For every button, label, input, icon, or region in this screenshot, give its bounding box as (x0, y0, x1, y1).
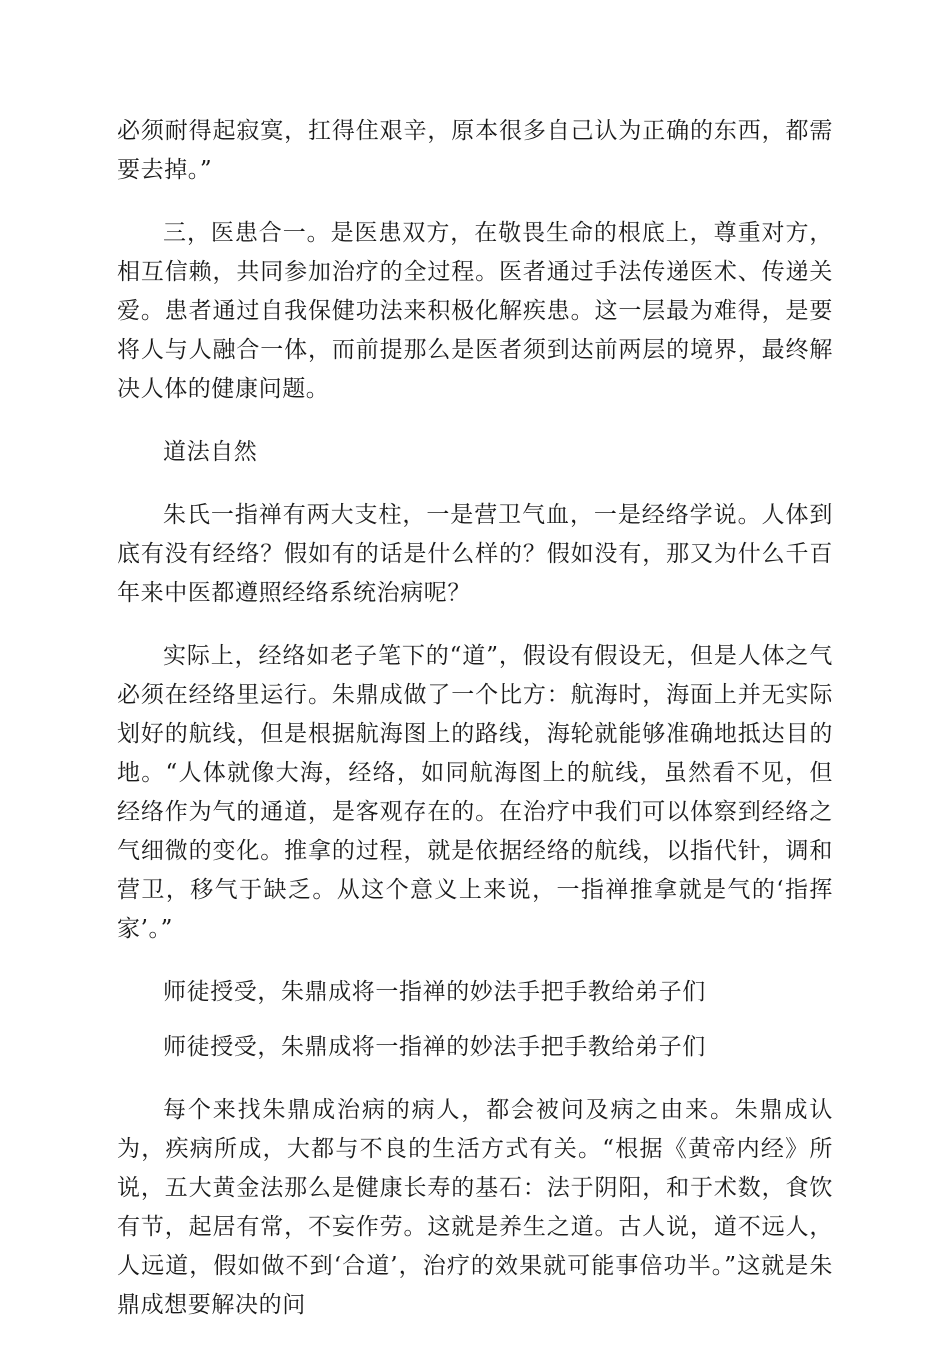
section-heading-dao-fa-zi-ran: 道法自然 (163, 439, 258, 465)
document-body (117, 112, 833, 1349)
paragraph-continuation: 必须耐得起寂寞，扛得住艰辛，原本很多自己认为正确的东西，都需要去掉。” (117, 118, 833, 183)
paragraph-meridian-question: 朱氏一指禅有两大支柱，一是营卫气血，一是经络学说。人体到底有没有经络？假如有的话是什么样的？假如没有，那又为什么千百年来中医都遵照经络系统治病呢？ (117, 502, 833, 606)
paragraph-health-principles: 每个来找朱鼎成治病的病人，都会被问及病之由来。朱鼎成认为，疾病所成，大都与不良的生活方式有关。“根据《黄帝内经》所说，五大黄金法那么是健康长寿的基石：法于阴阳，和于术数，食饮有节，起居有常，不妄作劳。这就是养生之道。古人说，道不远人，人远道，假如做不到‘合道’，治疗的效果就可能事倍功半。”这就是朱鼎成想要解决的问 (117, 1097, 833, 1318)
photo-caption-repeat: 师徒授受，朱鼎成将一指禅的妙法手把手教给弟子们 (163, 1034, 706, 1060)
paragraph-doctor-patient-unity: 三，医患合一。是医患双方，在敬畏生命的根底上，尊重对方，相互信赖，共同参加治疗的全过程。医者通过手法传递医术、传递关爱。患者通过自我保健功法来积极化解疾患。这一层最为难得，是要将人与人融合一体，而前提那么是医者须到达前两层的境界，最终解决人体的健康问题。 (117, 220, 833, 402)
paragraph-meridian-analogy: 实际上，经络如老子笔下的“道”，假设有假设无，但是人体之气必须在经络里运行。朱鼎成做了一个比方：航海时，海面上并无实际划好的航线，但是根据航海图上的路线，海轮就能够准确地抵达目的地。“人体就像大海，经络，如同航海图上的航线，虽然看不见，但经络作为气的通道，是客观存在的。在治疗中我们可以体察到经络之气细微的变化。推拿的过程，就是依据经络的航线，以指代针，调和营卫，移气于缺乏。从这个意义上来说，一指禅推拿就是气的‘指挥家’。” (117, 643, 833, 942)
photo-caption: 师徒授受，朱鼎成将一指禅的妙法手把手教给弟子们 (163, 979, 706, 1005)
